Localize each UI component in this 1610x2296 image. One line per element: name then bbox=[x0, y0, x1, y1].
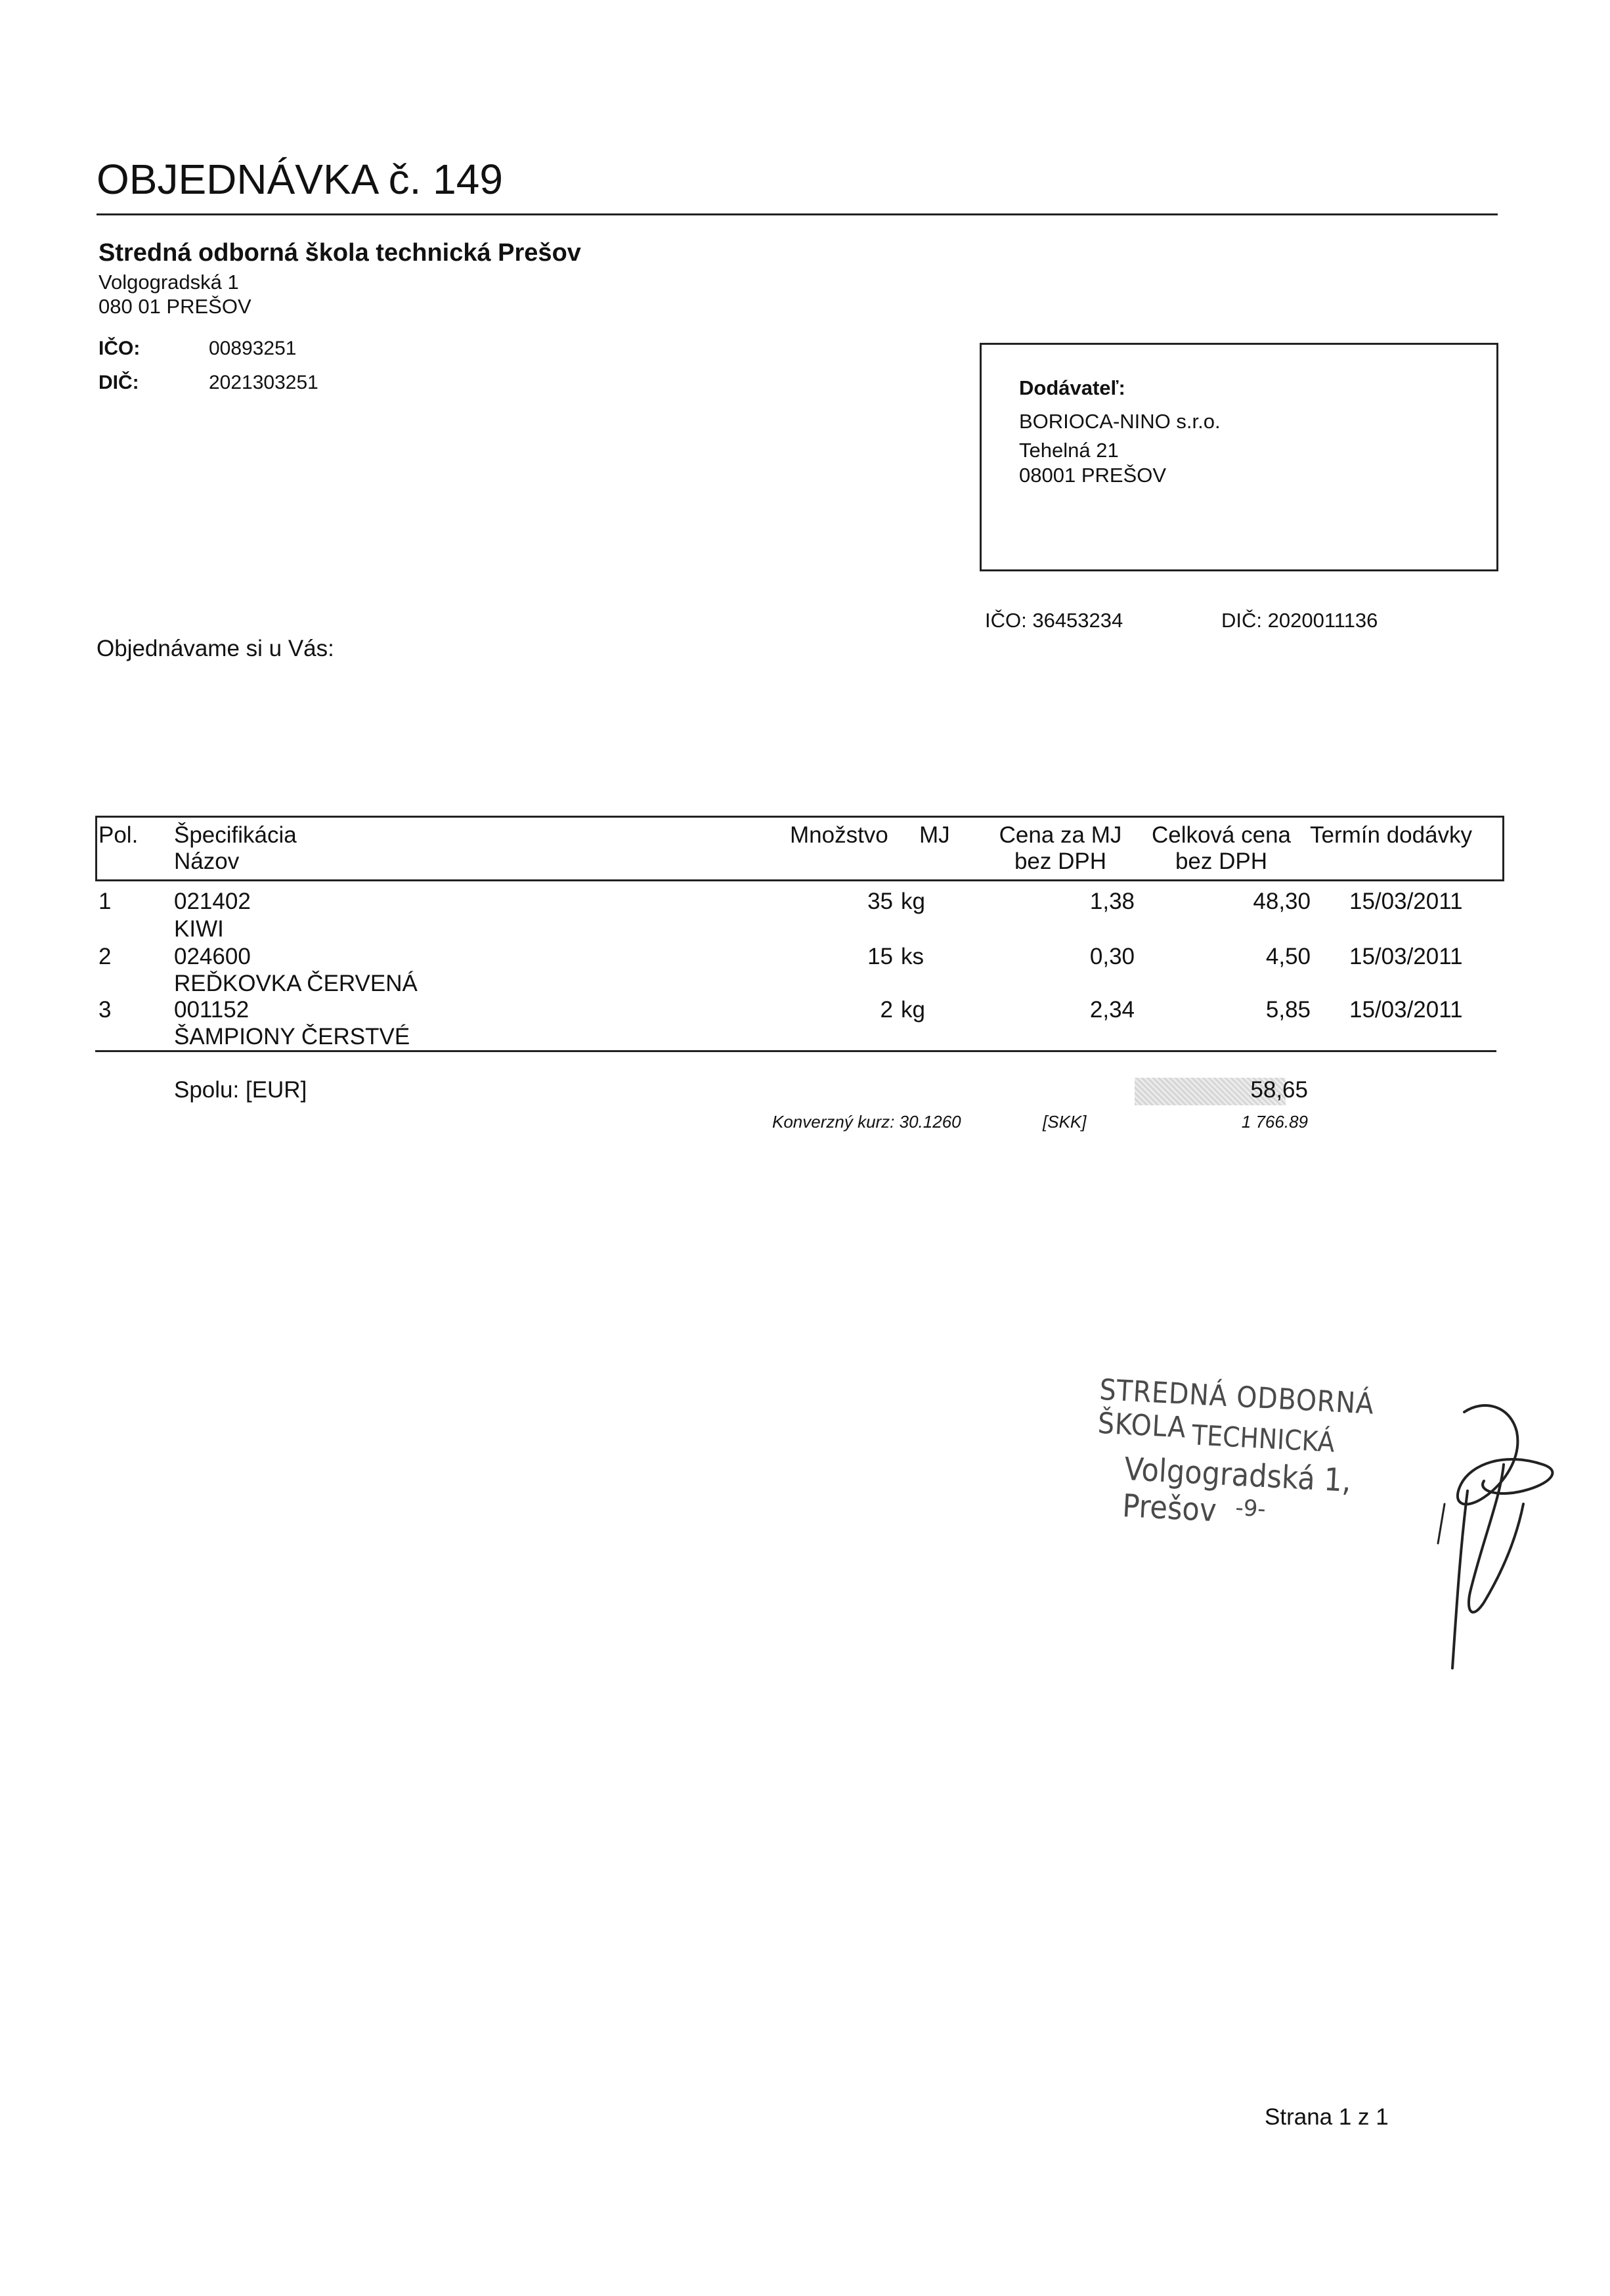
row-1-total: 48,30 bbox=[1253, 889, 1311, 914]
row-1-price: 1,38 bbox=[1089, 889, 1135, 914]
buyer-street: Volgogradská 1 bbox=[98, 271, 239, 294]
row-3-pol: 3 bbox=[98, 997, 112, 1023]
header-unit-price: Cena za MJ bbox=[999, 822, 1122, 848]
buyer-dic-value: 2021303251 bbox=[209, 372, 318, 393]
row-1-name: KIWI bbox=[174, 916, 224, 942]
row-1-unit: kg bbox=[901, 889, 925, 914]
header-total-price-sub: bez DPH bbox=[1175, 849, 1268, 874]
buyer-ico-label: IČO: bbox=[98, 338, 141, 359]
row-2-price: 0,30 bbox=[1089, 944, 1135, 969]
row-2-name: REĎKOVKA ČERVENÁ bbox=[174, 971, 418, 996]
row-1-code: 021402 bbox=[174, 889, 251, 914]
row-3-name: ŠAMPIONY ČERSTVÉ bbox=[174, 1024, 410, 1049]
row-3-unit: kg bbox=[901, 997, 925, 1023]
row-2-unit: ks bbox=[901, 944, 924, 969]
buyer-name: Stredná odborná škola technická Prešov bbox=[98, 239, 581, 267]
supplier-ico: IČO: 36453234 bbox=[985, 609, 1123, 632]
header-quantity: Množstvo bbox=[790, 822, 888, 848]
buyer-city: 080 01 PREŠOV bbox=[98, 295, 251, 318]
supplier-city: 08001 PREŠOV bbox=[1019, 464, 1167, 487]
stamp-line-3: Volgogradská 1, Prešov bbox=[1121, 1450, 1353, 1530]
title-divider bbox=[97, 213, 1498, 215]
buyer-ico-value: 00893251 bbox=[209, 338, 297, 359]
stamp-line-4: -9- bbox=[1234, 1494, 1267, 1523]
row-1-pol: 1 bbox=[98, 889, 112, 914]
row-2-qty: 15 bbox=[867, 944, 893, 969]
row-2-code: 024600 bbox=[174, 944, 251, 969]
header-unit-price-sub: bez DPH bbox=[1014, 849, 1107, 874]
row-1-qty: 35 bbox=[867, 889, 893, 914]
table-bottom-rule bbox=[95, 1050, 1496, 1052]
conversion-rate: Konverzný kurz: 30.1260 bbox=[772, 1112, 961, 1132]
row-3-price: 2,34 bbox=[1089, 997, 1135, 1023]
row-2-total: 4,50 bbox=[1265, 944, 1311, 969]
supplier-street: Tehelná 21 bbox=[1019, 439, 1119, 462]
skk-value: 1 766.89 bbox=[1241, 1112, 1308, 1132]
page-number: Strana 1 z 1 bbox=[1265, 2104, 1389, 2130]
header-delivery-date: Termín dodávky bbox=[1310, 822, 1473, 848]
skk-label: [SKK] bbox=[1043, 1112, 1087, 1132]
row-3-code: 001152 bbox=[174, 997, 250, 1023]
row-3-total: 5,85 bbox=[1265, 997, 1311, 1023]
document-title: OBJEDNÁVKA č. 149 bbox=[97, 156, 503, 203]
header-unit: MJ bbox=[919, 822, 950, 848]
header-name: Názov bbox=[174, 849, 240, 874]
total-value: 58,65 bbox=[1250, 1077, 1308, 1103]
row-2-pol: 2 bbox=[98, 944, 112, 969]
header-specification: Špecifikácia bbox=[174, 822, 297, 848]
stamp-line-1: STREDNÁ ODBORNÁ ŠKOLA bbox=[1097, 1373, 1376, 1445]
header-pol: Pol. bbox=[98, 822, 139, 848]
stamp-line-2: TECHNICKÁ bbox=[1190, 1419, 1336, 1459]
handwritten-signature bbox=[1405, 1392, 1576, 1681]
total-label: Spolu: [EUR] bbox=[174, 1077, 307, 1103]
row-1-date: 15/03/2011 bbox=[1349, 889, 1463, 914]
buyer-dic-label: DIČ: bbox=[98, 372, 139, 393]
row-2-date: 15/03/2011 bbox=[1349, 944, 1463, 969]
supplier-name: BORIOCA-NINO s.r.o. bbox=[1019, 410, 1221, 433]
row-3-qty: 2 bbox=[880, 997, 893, 1023]
order-intro: Objednávame si u Vás: bbox=[97, 636, 334, 661]
header-total-price: Celková cena bbox=[1151, 822, 1292, 848]
supplier-label: Dodávateľ: bbox=[1019, 376, 1125, 399]
supplier-dic: DIČ: 2020011136 bbox=[1221, 609, 1378, 632]
row-3-date: 15/03/2011 bbox=[1349, 997, 1463, 1023]
